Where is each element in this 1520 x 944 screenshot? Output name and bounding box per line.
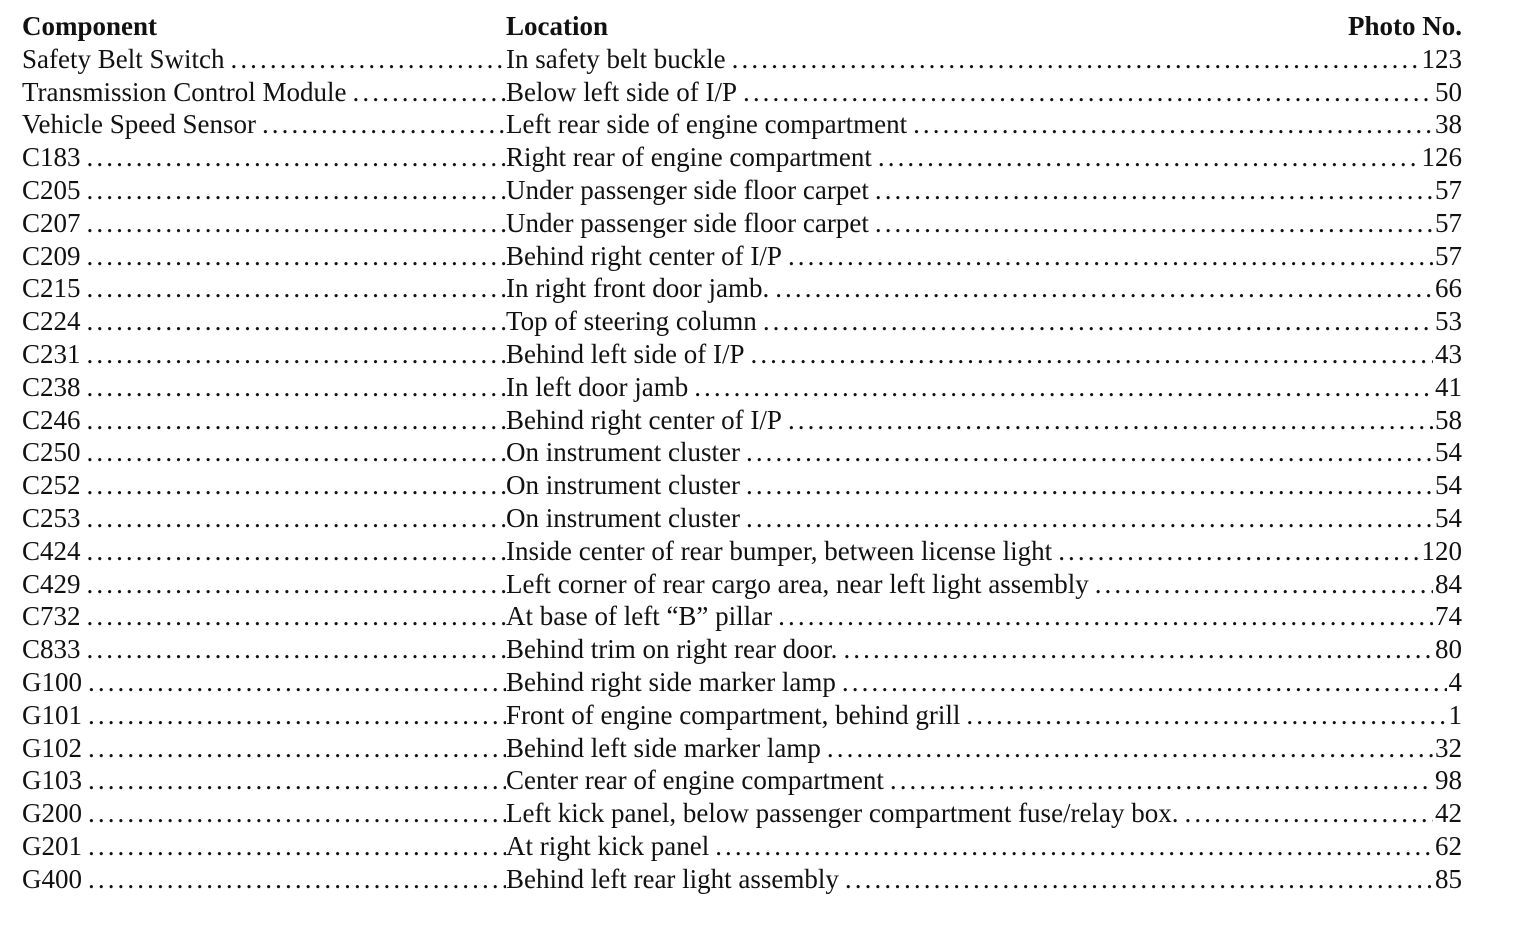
photo-number: 98 (1435, 765, 1462, 796)
component-cell (22, 240, 506, 273)
leader-dots (87, 469, 506, 502)
leader-dots (230, 43, 506, 76)
location-cell (506, 76, 1462, 109)
leader-dots (875, 174, 1433, 207)
component-cell (22, 108, 506, 141)
component-cell (22, 207, 506, 240)
location-cell (506, 666, 1462, 699)
leader-dots (778, 600, 1433, 633)
location-cell (506, 469, 1462, 502)
location-cell (506, 600, 1462, 633)
component-name: G200 (22, 797, 88, 830)
component-cell (22, 502, 506, 535)
component-name: Transmission Control Module (22, 76, 353, 109)
component-cell (22, 174, 506, 207)
table-row (22, 502, 1462, 535)
component-cell (22, 535, 506, 568)
component-name: C224 (22, 305, 87, 338)
header-component: Component (22, 11, 158, 41)
table-row (22, 830, 1462, 863)
photo-number: 120 (1421, 535, 1462, 566)
leader-dots (732, 43, 1420, 76)
component-name: C246 (22, 404, 87, 437)
component-name: C207 (22, 207, 87, 240)
table-header (22, 10, 1462, 43)
component-cell (22, 76, 506, 109)
table-row (22, 338, 1462, 371)
photo-number: 85 (1435, 863, 1462, 894)
header-location: Location (506, 11, 609, 41)
leader-dots (87, 502, 506, 535)
location-text: On instrument cluster (506, 469, 746, 502)
component-cell (22, 633, 506, 666)
leader-dots (842, 666, 1447, 699)
location-cell (506, 502, 1462, 535)
component-name: C205 (22, 174, 87, 207)
photo-number: 32 (1435, 732, 1462, 763)
table-row (22, 404, 1462, 437)
location-cell (506, 633, 1462, 666)
location-text: Behind right center of I/P (506, 240, 788, 273)
location-text: At base of left “B” pillar (506, 600, 778, 633)
location-cell (506, 404, 1462, 437)
component-name: G102 (22, 732, 88, 765)
component-name: C215 (22, 272, 87, 305)
location-text: Right rear of engine compartment (506, 141, 878, 174)
component-cell (22, 436, 506, 469)
location-text: In safety belt buckle (506, 43, 732, 76)
location-cell (506, 568, 1462, 601)
leader-dots (694, 371, 1433, 404)
photo-number: 1 (1448, 699, 1462, 730)
component-cell (22, 43, 506, 76)
leader-dots (87, 633, 506, 666)
location-cell (506, 535, 1462, 568)
component-name: Safety Belt Switch (22, 43, 230, 76)
component-cell (22, 764, 506, 797)
table-row (22, 863, 1462, 896)
location-cell (506, 699, 1462, 732)
leader-dots (87, 436, 506, 469)
table-row (22, 633, 1462, 666)
leader-dots (87, 338, 506, 371)
component-name: G100 (22, 666, 88, 699)
location-cell (506, 764, 1462, 797)
component-cell (22, 732, 506, 765)
location-cell (506, 305, 1462, 338)
location-cell (506, 240, 1462, 273)
location-text: Top of steering column (506, 305, 763, 338)
location-cell (506, 830, 1462, 863)
table-row (22, 666, 1462, 699)
location-cell (506, 863, 1462, 896)
header-photo-no: Photo No. (1348, 11, 1462, 41)
location-text: On instrument cluster (506, 502, 746, 535)
table-row (22, 371, 1462, 404)
photo-number: 54 (1435, 502, 1462, 533)
leader-dots (845, 863, 1433, 896)
leader-dots (827, 732, 1433, 765)
component-cell (22, 600, 506, 633)
location-text: Behind left side marker lamp (506, 732, 827, 765)
leader-dots (87, 404, 506, 437)
leader-dots (88, 666, 506, 699)
leader-dots (788, 404, 1433, 437)
leader-dots (743, 76, 1433, 109)
leader-dots (890, 764, 1433, 797)
table-row (22, 600, 1462, 633)
location-text: Left rear side of engine compartment (506, 108, 913, 141)
component-name: C250 (22, 436, 87, 469)
component-cell (22, 371, 506, 404)
component-name: C209 (22, 240, 87, 273)
component-cell (22, 338, 506, 371)
leader-dots (715, 830, 1433, 863)
location-text: Inside center of rear bumper, between license light (506, 535, 1058, 568)
component-location-table (22, 10, 1462, 896)
leader-dots (87, 535, 506, 568)
leader-dots (843, 633, 1433, 666)
leader-dots (746, 436, 1433, 469)
photo-number: 57 (1435, 207, 1462, 238)
location-text: Left corner of rear cargo area, near left light assembly (506, 568, 1095, 601)
location-cell (506, 272, 1462, 305)
photo-number: 54 (1435, 437, 1462, 468)
table-row (22, 141, 1462, 174)
photo-number: 57 (1435, 174, 1462, 205)
leader-dots (87, 305, 506, 338)
component-name: C231 (22, 338, 87, 371)
location-text: Under passenger side floor carpet (506, 207, 875, 240)
component-cell (22, 272, 506, 305)
leader-dots (788, 240, 1433, 273)
component-cell (22, 699, 506, 732)
leader-dots (1095, 568, 1433, 601)
table-row (22, 797, 1462, 830)
component-name: G201 (22, 830, 88, 863)
location-cell (506, 371, 1462, 404)
component-name: C183 (22, 141, 87, 174)
leader-dots (87, 272, 506, 305)
leader-dots (878, 141, 1420, 174)
location-cell (506, 797, 1462, 830)
table-row (22, 469, 1462, 502)
component-name: G400 (22, 863, 88, 896)
leader-dots (87, 141, 506, 174)
location-cell (506, 108, 1462, 141)
photo-number: 43 (1435, 338, 1462, 369)
location-text: Behind left rear light assembly (506, 863, 845, 896)
component-cell (22, 863, 506, 896)
photo-number: 66 (1435, 273, 1462, 304)
table-row (22, 436, 1462, 469)
component-cell (22, 469, 506, 502)
component-cell (22, 666, 506, 699)
photo-number: 62 (1435, 830, 1462, 861)
photo-number: 57 (1435, 240, 1462, 271)
photo-number: 58 (1435, 404, 1462, 435)
location-cell (506, 43, 1462, 76)
photo-number: 50 (1435, 76, 1462, 107)
table-row (22, 43, 1462, 76)
location-text: Behind right side marker lamp (506, 666, 842, 699)
table-row (22, 272, 1462, 305)
leader-dots (353, 76, 506, 109)
photo-number: 42 (1435, 798, 1462, 829)
photo-number: 53 (1435, 306, 1462, 337)
location-text: Under passenger side floor carpet (506, 174, 875, 207)
location-text: Left kick panel, below passenger compartment fuse/relay box. (506, 797, 1185, 830)
photo-number: 84 (1435, 568, 1462, 599)
component-name: G103 (22, 764, 88, 797)
location-text: Behind right center of I/P (506, 404, 788, 437)
table-row (22, 764, 1462, 797)
location-text: In right front door jamb. (506, 272, 775, 305)
leader-dots (875, 207, 1433, 240)
leader-dots (87, 174, 506, 207)
table-row (22, 207, 1462, 240)
component-name: Vehicle Speed Sensor (22, 108, 262, 141)
component-name: C424 (22, 535, 87, 568)
location-cell (506, 436, 1462, 469)
table-row (22, 108, 1462, 141)
location-text: Behind left side of I/P (506, 338, 750, 371)
component-cell (22, 141, 506, 174)
component-name: G101 (22, 699, 88, 732)
photo-number: 41 (1435, 371, 1462, 402)
leader-dots (746, 502, 1433, 535)
photo-number: 126 (1421, 142, 1462, 173)
photo-number: 80 (1435, 634, 1462, 665)
component-cell (22, 404, 506, 437)
photo-number: 74 (1435, 601, 1462, 632)
leader-dots (775, 272, 1433, 305)
table-body (22, 43, 1462, 896)
table-row (22, 535, 1462, 568)
location-text: Center rear of engine compartment (506, 764, 890, 797)
component-cell (22, 568, 506, 601)
table-row (22, 240, 1462, 273)
leader-dots (87, 568, 506, 601)
leader-dots (87, 600, 506, 633)
leader-dots (913, 108, 1433, 141)
location-text: Below left side of I/P (506, 76, 743, 109)
leader-dots (966, 699, 1446, 732)
leader-dots (750, 338, 1433, 371)
component-name: C238 (22, 371, 87, 404)
location-cell (506, 338, 1462, 371)
leader-dots (88, 699, 506, 732)
location-cell (506, 174, 1462, 207)
component-cell (22, 305, 506, 338)
component-name: C732 (22, 600, 87, 633)
leader-dots (88, 764, 506, 797)
photo-number: 123 (1421, 43, 1462, 74)
component-name: C252 (22, 469, 87, 502)
component-cell (22, 797, 506, 830)
leader-dots (763, 305, 1433, 338)
table-row (22, 305, 1462, 338)
location-text: Front of engine compartment, behind grill (506, 699, 966, 732)
leader-dots (88, 797, 506, 830)
table-row (22, 732, 1462, 765)
leader-dots (87, 240, 506, 273)
location-text: On instrument cluster (506, 436, 746, 469)
photo-number: 38 (1435, 109, 1462, 140)
location-text: At right kick panel (506, 830, 715, 863)
photo-number: 54 (1435, 470, 1462, 501)
leader-dots (1058, 535, 1419, 568)
leader-dots (87, 371, 506, 404)
leader-dots (88, 863, 506, 896)
leader-dots (1185, 797, 1433, 830)
table-row (22, 174, 1462, 207)
location-cell (506, 141, 1462, 174)
location-cell (506, 207, 1462, 240)
leader-dots (88, 830, 506, 863)
component-name: C429 (22, 568, 87, 601)
location-text: In left door jamb (506, 371, 694, 404)
table-row (22, 568, 1462, 601)
table-row (22, 699, 1462, 732)
component-cell (22, 830, 506, 863)
location-cell (506, 732, 1462, 765)
component-name: C833 (22, 633, 87, 666)
leader-dots (746, 469, 1433, 502)
table-row (22, 76, 1462, 109)
leader-dots (262, 108, 506, 141)
location-text: Behind trim on right rear door. (506, 633, 843, 666)
leader-dots (87, 207, 506, 240)
component-name: C253 (22, 502, 87, 535)
leader-dots (88, 732, 506, 765)
photo-number: 4 (1448, 666, 1462, 697)
